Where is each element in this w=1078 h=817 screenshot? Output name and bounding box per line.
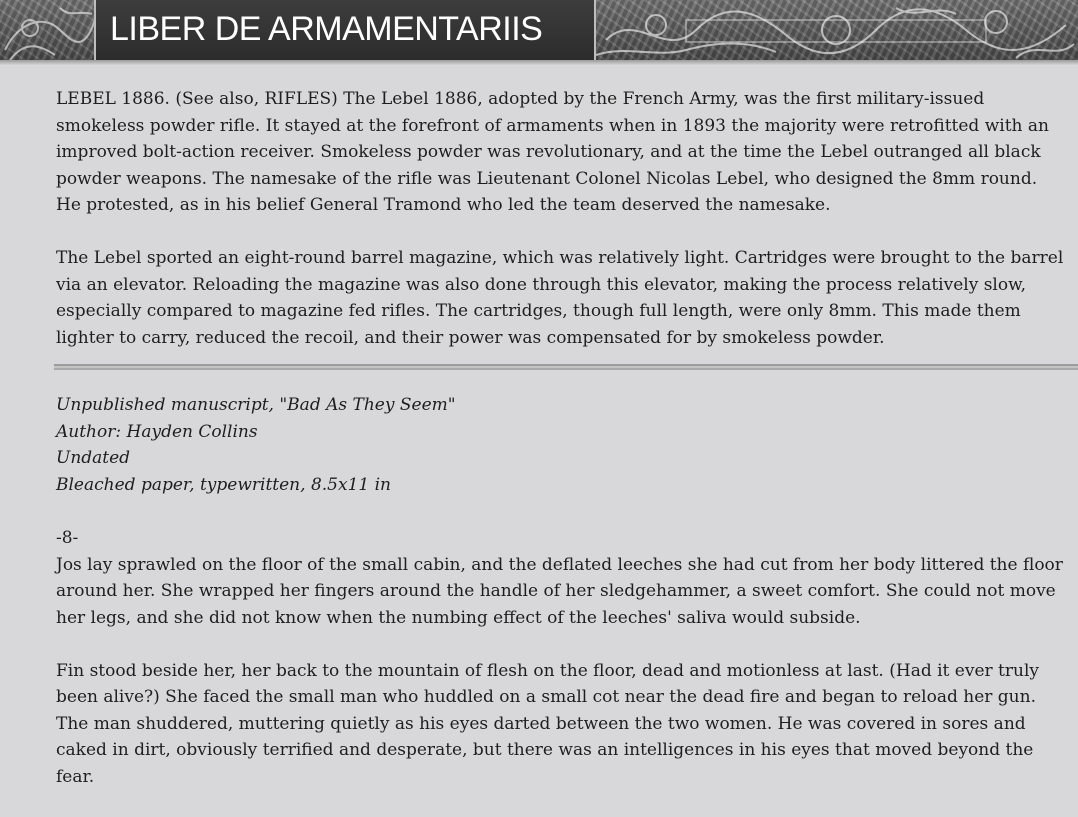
entry-paragraph: LEBEL 1886. (See also, RIFLES) The Lebel 1886, adopted by the French Army, was the first military-issued smokeless powder rifle. It stayed at the forefront of armaments when in 1893 the majority were retrofitted with an improved bolt-action receiver. Smokeless powder was revolutionary, and at the time the Lebel outranged all black powder weapons. The namesake of the rifle was Lieutenant Colonel Nicolas Lebel, who designed the 8mm round. He protested, as in his belief General Tramond who led the team deserved the namesake. [56, 89, 1049, 215]
source-metadata [56, 392, 1066, 498]
title-plate [94, 0, 596, 60]
story-paragraph: Fin stood beside her, her back to the mountain of flesh on the floor, dead and motionless at last. (Had it ever truly been alive?) She faced the small man who huddled on a small cot near the dead fire and began to reload her gun. The man shuddered, muttering quietly as his eyes darted between the two women. He was covered in sores and caked in dirt, obviously terrified and desperate, but there was an intelligences in his eyes that moved beyond the fear. [56, 660, 1039, 787]
header-banner [0, 0, 1078, 66]
source-author: Author: Hayden Collins [56, 421, 258, 442]
ornament-right-icon [596, 0, 1078, 66]
manuscript-page-number: -8- [56, 528, 79, 548]
source-title: Unpublished manuscript, "Bad As They Seem" [56, 395, 456, 415]
banner-edge [0, 60, 1078, 66]
entry-paragraph: The Lebel sported an eight-round barrel magazine, which was relatively light. Cartridges were brought to the barrel via an elevator. Reloading the magazine was also done through this elevator, making the process relatively slow, especially compared to magazine fed rifles. The cartridges, though full length, were only 8mm. This made them lighter to carry, reduced the recoil, and their power was compensated for by smokeless powder. [56, 248, 1064, 348]
source-material: Bleached paper, typewritten, 8.5x11 in [56, 474, 391, 495]
story-paragraph: Jos lay sprawled on the floor of the small cabin, and the deflated leeches she had cut from her body littered the floor around her. She wrapped her fingers around the handle of her sledgehammer, a sweet comfort. She could not move her legs, and she did not know when the numbing effect of the leeches' saliva would subside. [56, 554, 1063, 628]
section-divider [54, 364, 1078, 370]
source-date: Undated [56, 448, 131, 468]
encyclopedia-entry [56, 86, 1066, 378]
manuscript-excerpt [56, 525, 1066, 817]
ornament-left-icon [0, 0, 100, 66]
page-title: LIBER DE ARMAMENTARIIS [110, 10, 543, 48]
